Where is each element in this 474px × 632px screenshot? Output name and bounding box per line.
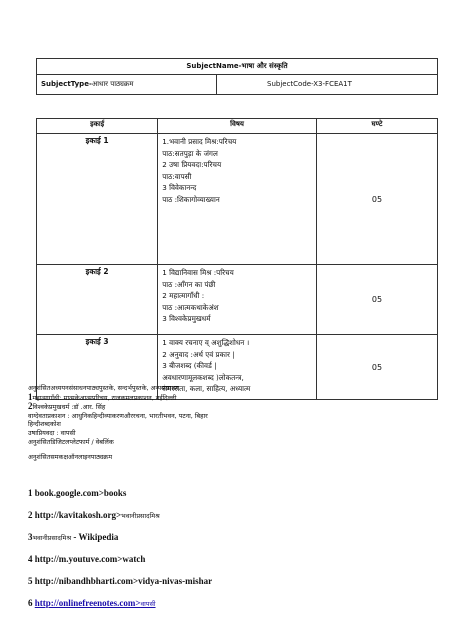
topic-line: पाठ:सतपुड़ा के जंगल [162,148,218,158]
link-text: http://nibandhbharti.com>vidya-nivas-mishar [34,576,213,586]
topic-line: 2 उषा प्रियवदा:परिचय [162,160,222,170]
unit-hours: 05 [316,335,437,400]
notes-heading: अनुशंसितअध्ययनसंसाधनपाठ्यपुस्तके, सन्दर्भपुस्तके, अन्यसंसाधन [28,384,179,392]
topic-line: पाठ:वापसी [162,171,192,181]
topic-line: 1 विद्यानिवास मिश्र :परिचय [162,268,234,277]
topic-line: पाठ :आत्मकथाकेअंश [162,302,219,312]
notes-line: उषाप्रियवदा : वापसी [28,428,76,437]
link-text: http://m.youtuve.com>watch [34,554,146,564]
link-number: 5 [28,576,33,586]
notes-number: 2 [28,401,33,412]
link-hindi-text[interactable]: वापसी [140,600,156,608]
unit-label: इकाई 1 [37,134,158,265]
topic-line: अवधारणामूलकशब्द )लोकतन्त्र, [162,372,244,382]
topic-line: 3 विवेकानन्द [162,183,197,193]
notes-line: अनुशंसितसमकक्षऑनलाइनपाठ्यक्रम [28,453,113,462]
subject-header-box [36,58,438,95]
topic-line: 3 बीजशब्द (कीवर्ड | [162,361,217,371]
table-header-row [37,119,438,134]
notes-number: 1 [28,391,33,402]
reading-notes [28,384,448,462]
link-hindi-text: भवानीप्रसादमिश्र [32,534,72,542]
link-text: book.google.com>books [34,488,127,498]
topic-line: 2 अनुवाद :अर्थ एवं प्रकार | [162,349,235,359]
topic-line: 1 वाक्य रचनाए व् अशुद्धिशोधन । [162,338,250,347]
subject-name: SubjectName-भाषा और संस्कृति [37,59,437,75]
table-row [37,134,438,265]
header-hours: घण्टे [316,119,437,134]
link-item [28,509,458,531]
subject-type-label: SubjectType- [41,80,92,88]
web-links-list [28,487,458,619]
notes-line: अनुशंसितडिजिटलप्लेटफार्म / वेबलिंक [28,437,114,446]
unit-topics [158,265,317,335]
unit-topics [158,134,317,265]
table-row [37,265,438,335]
topic-line: 1.भवानी प्रसाद मिश्र:परिचय [162,137,237,146]
link-number: 1 [28,488,33,498]
link-text: http://kavitakosh.org> [34,510,122,520]
topic-line: 3 विश्वकेप्रमुखधर्म [162,314,211,324]
notes-line [28,393,448,403]
header-unit: इकाई [37,119,158,134]
unit-hours: 05 [316,134,437,265]
link-item [28,531,458,553]
subject-code: SubjectCode-X3-FCEA1T [267,80,352,88]
subject-type [37,74,217,94]
link-item [28,597,458,619]
link-text: - Wikipedia [73,532,119,542]
topic-line: पाठ :आँगन का पंछी [162,279,216,289]
notes-line: हिन्दीशब्दकोश [28,420,61,429]
topic-line: पाठ :शिकागोव्याख्यान [162,194,220,204]
link-item [28,575,458,597]
link-number: 3 [28,532,33,542]
notes-text: महात्मागाँधी: मात्मकेआत्मपरिचय, राजकमलप्रकाशन, नईदिल्ली [32,393,177,402]
notes-line [28,402,448,412]
link-hindi-text: भवानीप्रसादमिश्र [121,512,160,520]
topic-line: समरसता, कला, साहित्य, अध्यात्म [162,384,251,394]
topic-line: 2 महात्मागाँधी : [162,291,205,301]
header-subject: विषय [158,119,317,134]
link-text[interactable]: http://onlinefreenotes.com> [34,598,141,608]
link-number: 4 [28,554,33,564]
subject-type-value: आधार पाठ्यक्रम [91,80,134,88]
notes-line: वाग्देवताप्रकाशन : आधुनिकहिन्दीव्याकरणऔररचना, भारतीभवन, पटना, बिहार [28,411,208,420]
units-table [36,118,438,400]
unit-label: इकाई 2 [37,265,158,335]
unit-label: इकाई 3 [37,335,158,400]
link-item [28,487,458,509]
notes-text: विश्वकेप्रमुखधर्म :डॉ .आर. सिंह [32,403,106,412]
unit-hours: 05 [316,265,437,335]
hyperlink[interactable] [35,598,156,608]
link-number: 2 [28,510,33,520]
link-item [28,553,458,575]
link-number: 6 [28,598,33,608]
